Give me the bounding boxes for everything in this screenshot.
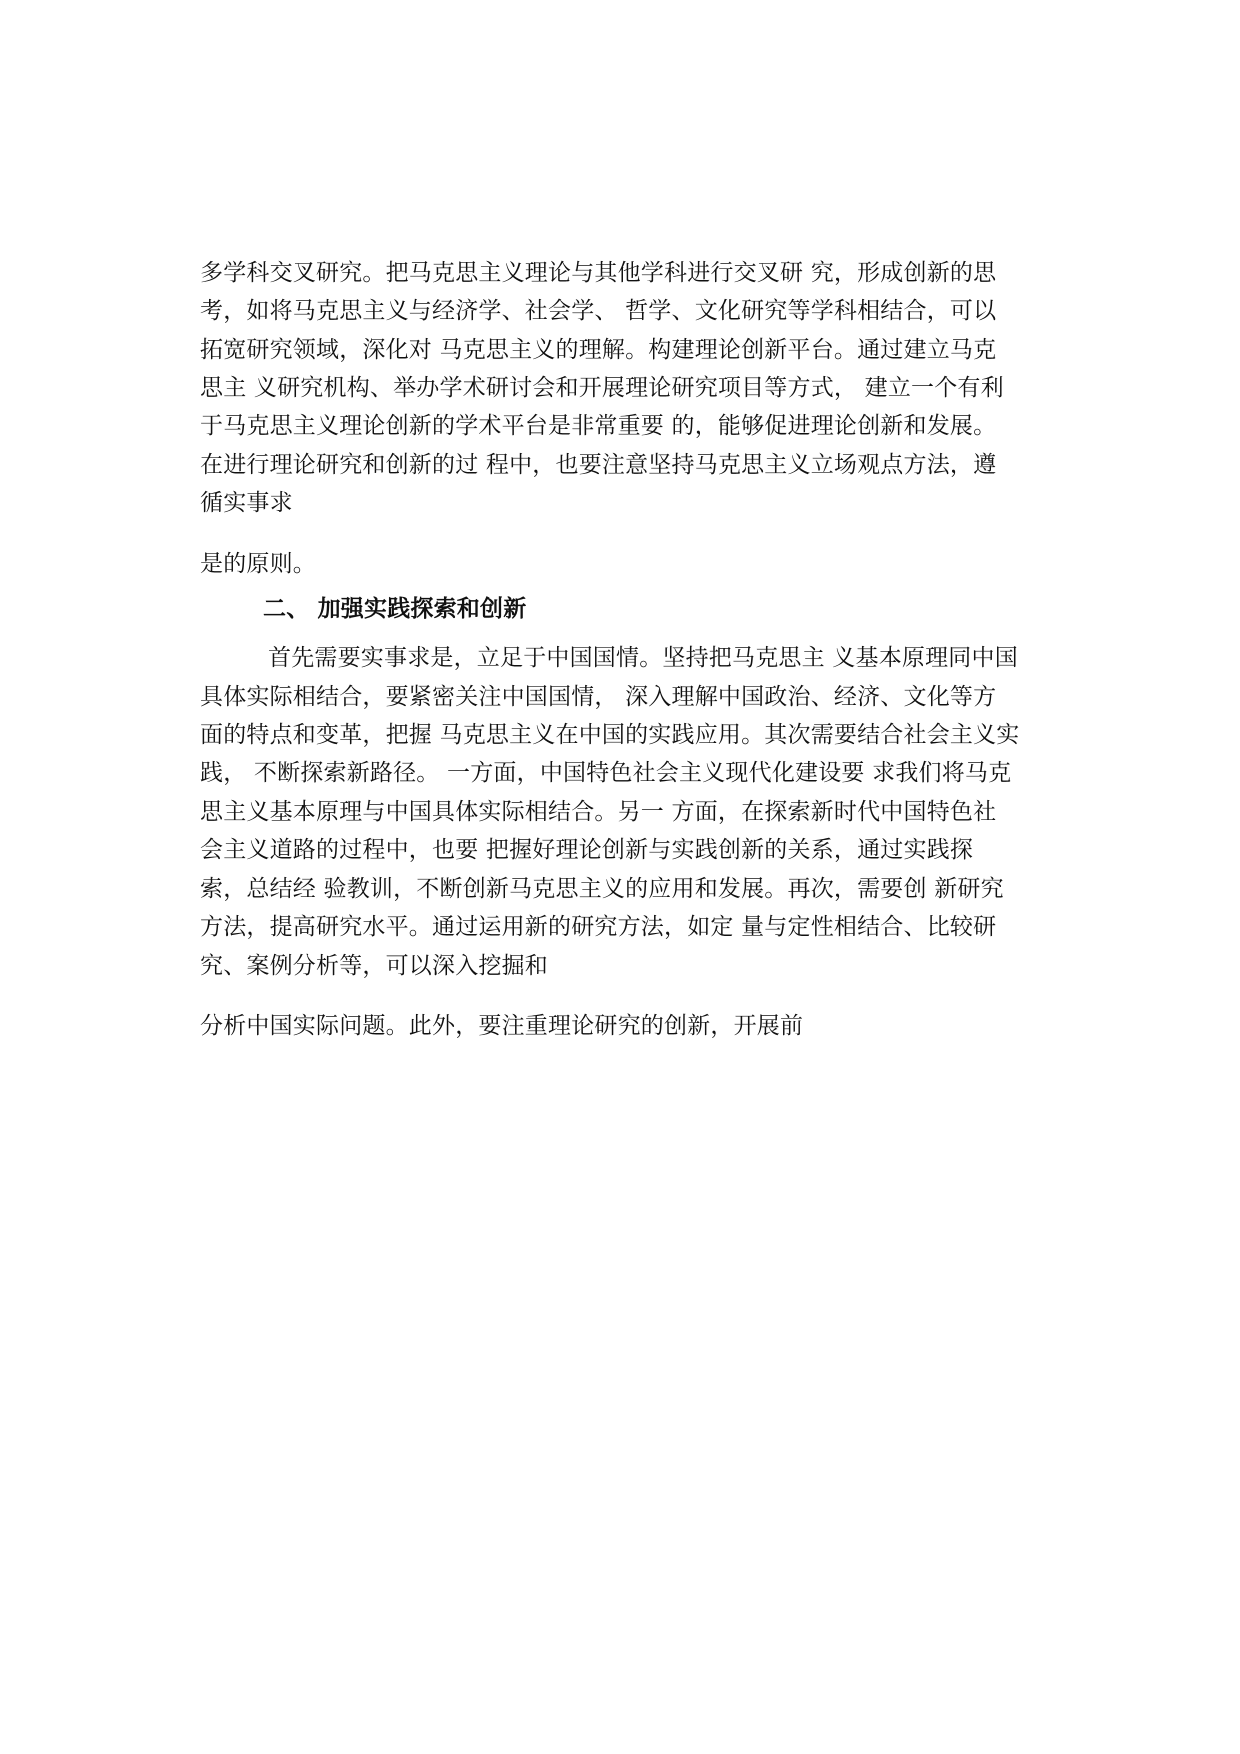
- paragraph-1-line-1: 多学科交叉研究。把马克思主义理论与其他学科进行交叉研 究，形成创新的思: [200, 260, 997, 286]
- paragraph-2-line-2: 具体实际相结合，要紧密关注中国国情， 深入理解中国政治、经济、文化等方: [200, 684, 997, 710]
- paragraph-2-line-5: 思主义基本原理与中国具体实际相结合。另一 方面，在探索新时代中国特色社: [200, 799, 997, 825]
- paragraph-2-line-4: 践， 不断探索新路径。 一方面，中国特色社会主义现代化建设要 求我们将马克: [200, 760, 1012, 786]
- paragraph-1-line-5: 于马克思主义理论创新的学术平台是非常重要 的，能够促进理论创新和发展。: [200, 413, 997, 439]
- paragraph-1-line-2: 考，如将马克思主义与经济学、社会学、 哲学、文化研究等学科相结合，可以: [200, 298, 997, 324]
- paragraph-2-line-7: 索，总结经 验教训，不断创新马克思主义的应用和发展。再次，需要创 新研究: [200, 876, 1004, 902]
- paragraph-2-line-9: 究、案例分析等，可以深入挖掘和: [200, 953, 548, 979]
- paragraph-2-line-3: 面的特点和变革，把握 马克思主义在中国的实践应用。其次需要结合社会主义实: [200, 722, 1020, 748]
- section-heading: 二、 加强实践探索和创新: [263, 596, 527, 622]
- paragraph-1-continuation: 是的原则。: [200, 551, 316, 577]
- paragraph-2-continuation: 分析中国实际问题。此外，要注重理论研究的创新，开展前: [200, 1013, 804, 1039]
- paragraph-2-line-8: 方法，提高研究水平。通过运用新的研究方法，如定 量与定性相结合、比较研: [200, 914, 997, 940]
- paragraph-1-line-6: 在进行理论研究和创新的过 程中，也要注意坚持马克思主义立场观点方法，遵: [200, 452, 997, 478]
- paragraph-2-line-6: 会主义道路的过程中，也要 把握好理论创新与实践创新的关系，通过实践探: [200, 837, 974, 863]
- paragraph-2-line-1: 首先需要实事求是，立足于中国国情。坚持把马克思主 义基本原理同中国: [268, 645, 1018, 671]
- paragraph-1-line-4: 思主 义研究机构、举办学术研讨会和开展理论研究项目等方式， 建立一个有利: [200, 375, 1004, 401]
- paragraph-1-line-3: 拓宽研究领域，深化对 马克思主义的理解。构建理论创新平台。通过建立马克: [200, 337, 997, 363]
- paragraph-1-line-7: 循实事求: [200, 490, 293, 516]
